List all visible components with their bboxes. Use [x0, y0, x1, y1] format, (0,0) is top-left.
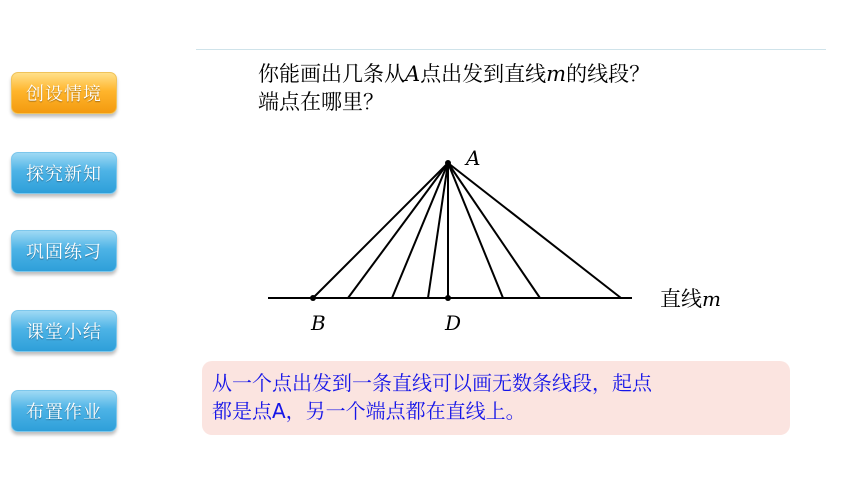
- question-line-1: 你能画出几条从A点出发到直线m的线段？: [258, 62, 651, 86]
- point-d-dot: [445, 295, 451, 301]
- segment-2: [392, 163, 448, 298]
- label-d: D: [445, 311, 462, 335]
- callout-line-2: 都是点A，另一个端点都在直线上。: [212, 399, 526, 423]
- label-b: B: [311, 311, 326, 335]
- conclusion-callout: [202, 361, 790, 435]
- segment-ab: [313, 163, 448, 298]
- callout-line-1: 从一个点出发到一条直线可以画无数条线段，起点: [212, 371, 652, 395]
- nav-label: 探究新知: [26, 164, 102, 185]
- nav-label: 课堂小结: [26, 322, 102, 343]
- segment-6: [448, 163, 621, 298]
- label-line-m: 直线m: [660, 287, 721, 311]
- label-a: A: [466, 146, 481, 170]
- nav-label: 创设情境: [26, 84, 102, 105]
- nav-label: 布置作业: [26, 402, 102, 423]
- point-a-dot: [445, 160, 451, 166]
- point-b-dot: [310, 295, 316, 301]
- segment-3: [428, 163, 448, 298]
- segments-group: [268, 163, 632, 298]
- nav-label: 巩固练习: [26, 242, 102, 263]
- segment-1: [348, 163, 448, 298]
- question-line-2: 端点在哪里？: [258, 90, 384, 114]
